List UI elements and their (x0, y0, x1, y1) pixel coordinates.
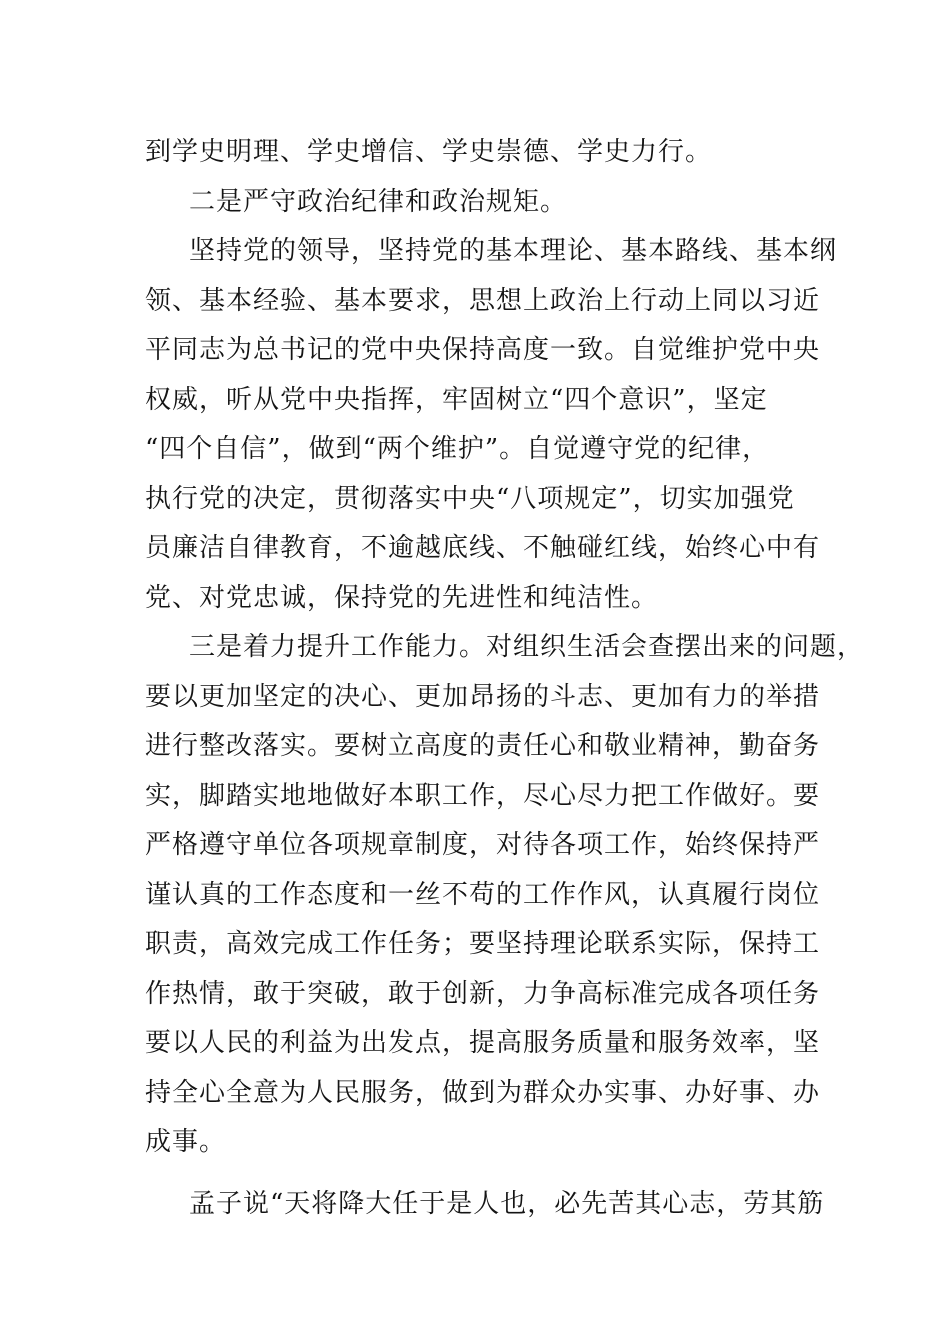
paragraph-line: 坚持党的领导，坚持党的基本理论、基本路线、基本纲 (189, 236, 838, 266)
paragraph-line: 严格遵守单位各项规章制度，对待各项工作，始终保持严 (145, 830, 821, 860)
paragraph-line: 党、对党忠诚，保持党的先进性和纯洁性。 (145, 582, 659, 613)
paragraph-line: 要以人民的利益为出发点，提高服务质量和服务效率，坚 (145, 1028, 821, 1058)
paragraph-line: 到学史明理、学史增信、学史崇德、学史力行。 (145, 137, 713, 167)
paragraph-line: “四个自信”，做到“两个维护”。自觉遵守党的纪律， (145, 434, 770, 464)
paragraph-line: 权威，听从党中央指挥，牢固树立“四个意识”，坚定 (145, 384, 768, 415)
paragraph-line: 领、基本经验、基本要求，思想上政治上行动上同以习近 (145, 285, 821, 316)
paragraph-line: 谨认真的工作态度和一丝不苟的工作作风，认真履行岗位 (145, 879, 821, 910)
paragraph-line: 职责，高效完成工作任务；要坚持理论联系实际，保持工 (145, 929, 821, 959)
paragraph-line: 持全心全意为人民服务，做到为群众办实事、办好事、办 (145, 1077, 821, 1108)
section-heading: 二是严守政治纪律和政治规矩。 (189, 186, 568, 217)
paragraph-line: 执行党的决定，贯彻落实中央“八项规定”，切实加强党 (145, 483, 795, 514)
paragraph-line: 作热情，敢于突破，敢于创新，力争高标准完成各项任务 (145, 978, 821, 1009)
paragraph-line: 成事。 (145, 1127, 227, 1157)
paragraph-line: 平同志为总书记的党中央保持高度一致。自觉维护党中央 (145, 335, 821, 365)
document-body (145, 128, 865, 1229)
paragraph-line: 孟子说“天将降大任于是人也，必先苦其心志，劳其筋 (189, 1188, 825, 1219)
paragraph-line: 进行整改落实。要树立高度的责任心和敬业精神，勤奋务 (145, 731, 821, 761)
paragraph-line: 要以更加坚定的决心、更加昂扬的斗志、更加有力的举措 (145, 681, 821, 712)
paragraph-line: 实，脚踏实地地做好本职工作，尽心尽力把工作做好。要 (145, 780, 821, 811)
paragraph-line: 三是着力提升工作能力。对组织生活会查摆出来的问题， (189, 632, 865, 662)
paragraph-line: 员廉洁自律教育，不逾越底线、不触碰红线，始终心中有 (145, 533, 821, 563)
